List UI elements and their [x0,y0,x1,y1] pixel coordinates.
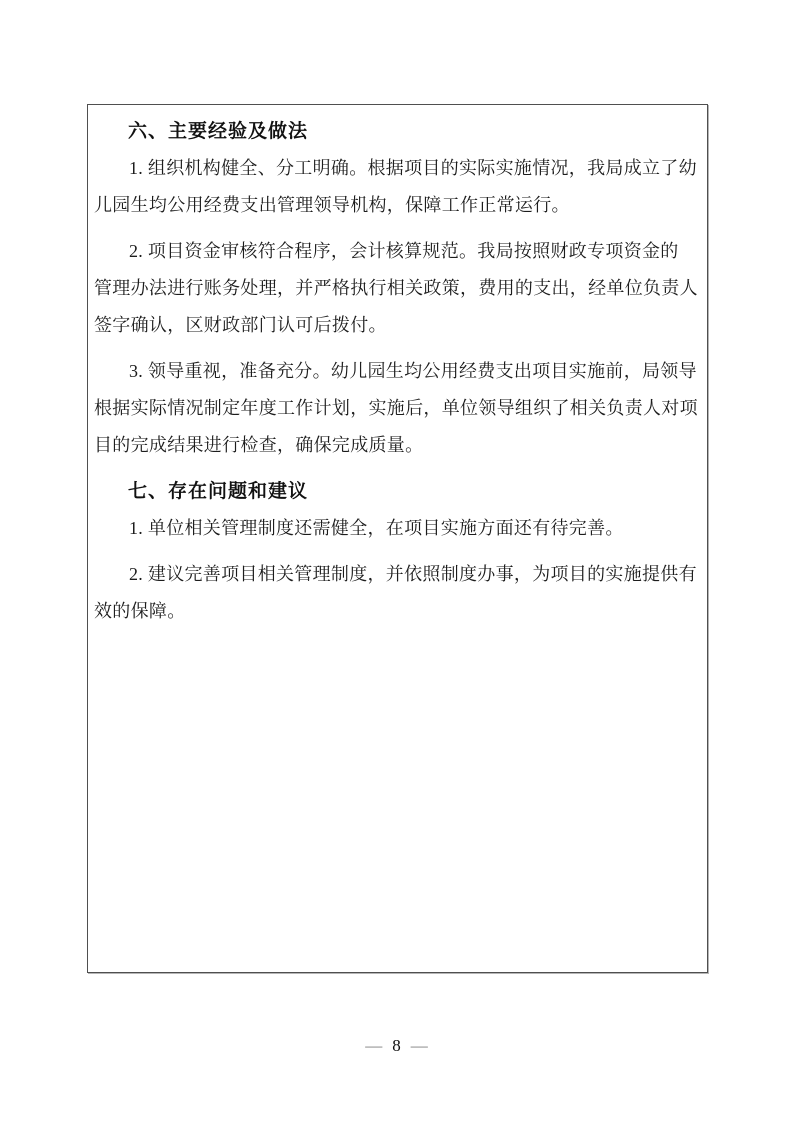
page-footer [0,1031,793,1061]
paragraph [94,556,701,630]
paragraph [94,150,701,224]
text-line: 目的完成结果进行检查，确保完成质量。 [94,435,424,455]
text-line: 管理办法进行账务处理，并严格执行相关政策，费用的支出，经单位负责人 [94,278,698,298]
bordered-report-cell [87,104,708,973]
text-line: 根据实际情况制定年度工作计划，实施后，单位领导组织了相关负责人对项 [94,398,698,418]
paragraph [94,233,701,344]
section-heading-experience: 六、主要经验及做法 [128,121,309,142]
text-line: 2. 项目资金审核符合程序，会计核算规范。我局按照财政专项资金的 [129,241,679,261]
text-line: 3. 领导重视，准备充分。幼儿园生均公用经费支出项目实施前，局领导 [129,361,697,381]
text-line: 2. 建议完善项目相关管理制度，并依照制度办事，为项目的实施提供有 [129,564,697,584]
text-line: 签字确认，区财政部门认可后拨付。 [94,315,387,335]
text-line: 1. 单位相关管理制度还需健全，在项目实施方面还有待完善。 [129,518,624,538]
section-heading-problems: 七、存在问题和建议 [128,481,309,502]
paragraph [94,353,701,464]
em-dash-right: — [410,1036,428,1055]
paragraph [94,510,701,547]
em-dash-left: — [365,1036,383,1055]
text-line: 1. 组织机构健全、分工明确。根据项目的实际实施情况，我局成立了幼 [129,158,697,178]
page-number: 8 [392,1036,401,1055]
text-line: 效的保障。 [94,601,186,621]
text-line: 儿园生均公用经费支出管理领导机构，保障工作正常运行。 [94,195,570,215]
